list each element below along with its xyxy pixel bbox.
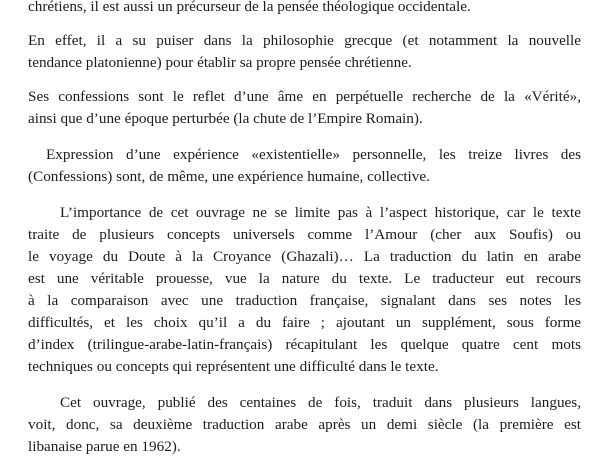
text-line: Expression d’une expérience «existentielle» personnelle, les treize livres des: [46, 146, 581, 163]
text-line: libanaise parue en 1962).: [28, 438, 181, 455]
paragraph-1: [28, 0, 581, 18]
text-line: En effet, il a su puiser dans la philosophie grecque (et notamment la nouvelle: [28, 32, 581, 49]
text-line: est une véritable prouesse, vue la nature du texte. Le traducteur eut recours: [28, 270, 581, 287]
text-line: le voyage du Doute à la Croyance (Ghazali)… La traduction du latin en arabe: [28, 248, 581, 265]
paragraph-2: [28, 30, 581, 74]
text-line: chrétiens, il est aussi un précurseur de la pensée théologique occidentale.: [28, 0, 471, 15]
paragraph-5: [28, 202, 581, 378]
text-line: voit, donc, sa deuxième traduction arabe après un demi siècle (la première est: [28, 416, 581, 433]
text-line: L’importance de cet ouvrage ne se limite pas à l’aspect historique, car le texte: [60, 204, 581, 221]
text-line: difficultés, et les choix qu’il a du faire ; ajoutant un supplément, sous forme: [28, 314, 581, 331]
text-line: d’index (trilingue-arabe-latin-français) récapitulant les quelque quatre cent mots: [28, 336, 581, 353]
text-line: (Confessions) sont, de même, une expérience humaine, collective.: [28, 168, 430, 185]
text-line: techniques ou concepts qui représentent une difficulté dans le texte.: [28, 358, 439, 375]
document-page: [28, 0, 581, 458]
paragraph-6: [28, 392, 581, 458]
paragraph-4: [28, 144, 581, 188]
text-line: traite de plusieurs concepts universels comme l’Amour (cher aux Soufis) ou: [28, 226, 581, 243]
text-line: Ses confessions sont le reflet d’une âme en perpétuelle recherche de la «Vérité»,: [28, 88, 581, 105]
text-line: à la comparaison avec une traduction française, signalant dans ses notes les: [28, 292, 581, 309]
paragraph-3: [28, 86, 581, 130]
text-line: Cet ouvrage, publié des centaines de fois, traduit dans plusieurs langues,: [60, 394, 581, 411]
text-line: tendance platonienne) pour établir sa propre pensée chrétienne.: [28, 54, 412, 71]
text-line: ainsi que d’une époque perturbée (la chute de l’Empire Romain).: [28, 110, 423, 127]
